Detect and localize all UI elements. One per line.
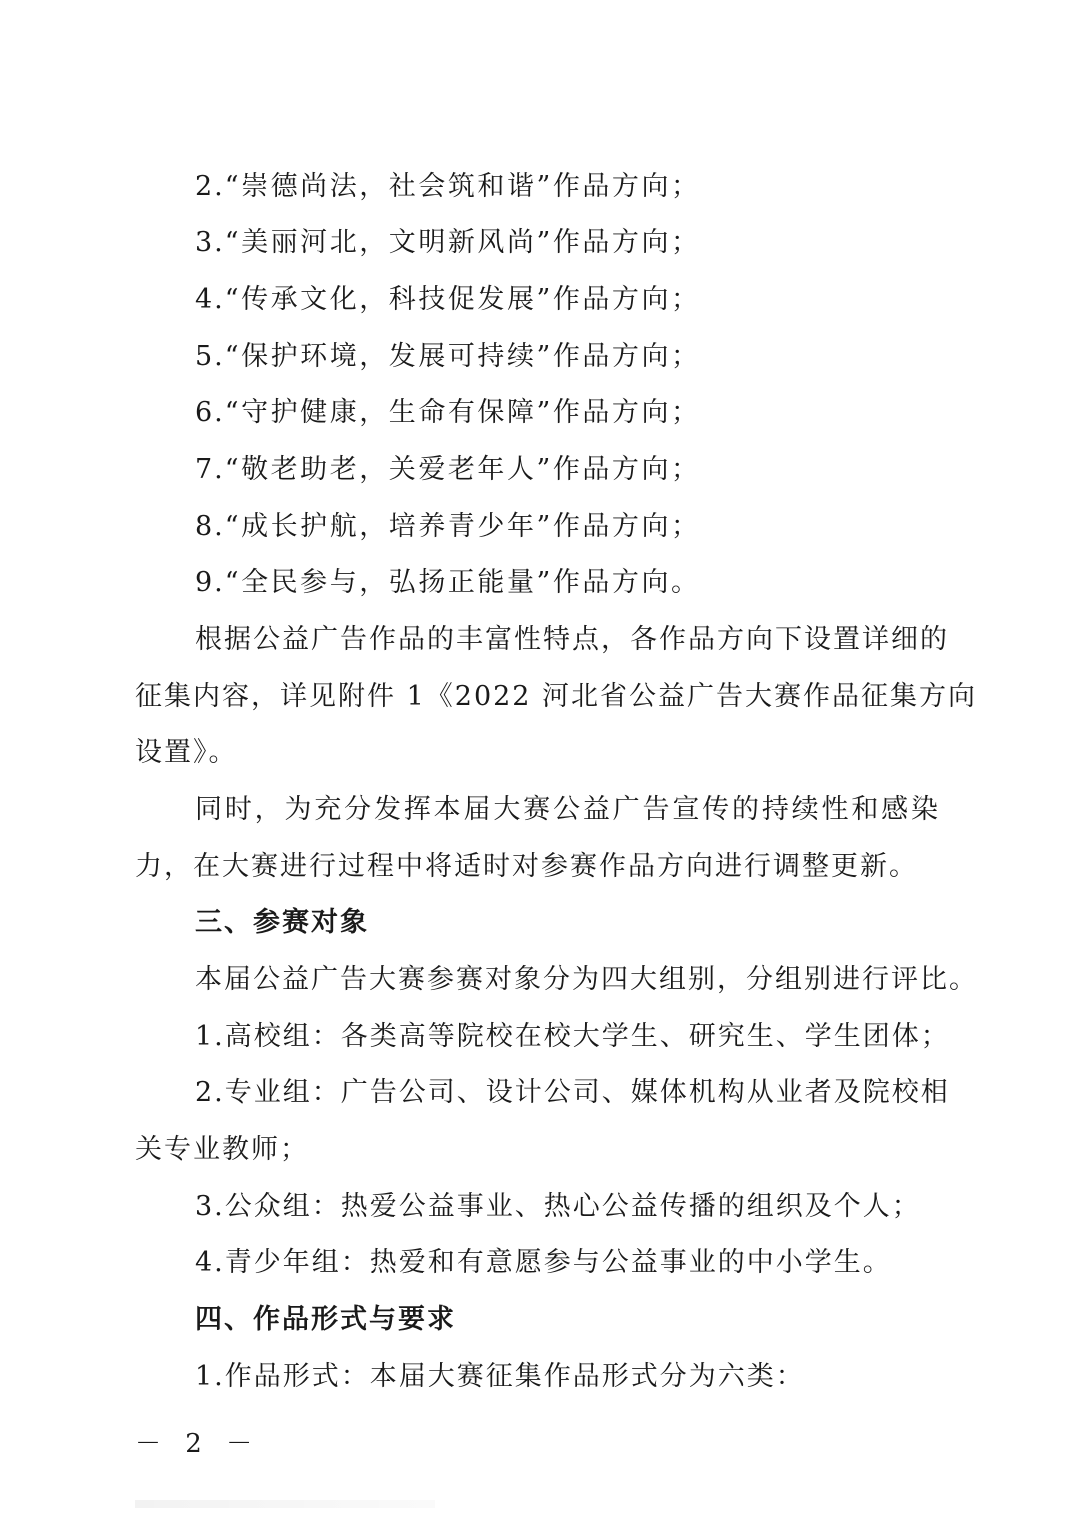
section-intro: 本届公益广告大赛参赛对象分为四大组别，分组别进行评比。 [195,964,978,995]
direction-item: 5.“保护环境，发展可持续”作品方向； [195,341,700,372]
group-item: 3.公众组：热爱公益事业、热心公益传播的组织及个人； [195,1191,921,1222]
direction-item: 6.“守护健康，生命有保障”作品方向； [195,397,700,428]
group-item: 2.专业组：广告公司、设计公司、媒体机构从业者及院校相 [195,1077,950,1108]
group-item: 4.青少年组：热爱和有意愿参与公益事业的中小学生。 [195,1247,892,1278]
paragraph-line: 征集内容，详见附件 1《2022 河北省公益广告大赛作品征集方向 [135,681,978,712]
group-item: 关专业教师； [135,1134,309,1165]
group-item: 1.高校组：各类高等院校在校大学生、研究生、学生团体； [195,1021,950,1052]
direction-item: 7.“敬老助老，关爱老年人”作品方向； [195,454,700,485]
direction-item: 2.“崇德尚法，社会筑和谐”作品方向； [195,171,700,202]
section-heading: 四、作品形式与要求 [195,1304,456,1335]
direction-item: 8.“成长护航，培养青少年”作品方向； [195,511,700,542]
paragraph-line: 根据公益广告作品的丰富性特点，各作品方向下设置详细的 [195,624,949,655]
direction-item: 3.“美丽河北，文明新风尚”作品方向； [195,227,700,258]
direction-item: 4.“传承文化，科技促发展”作品方向； [195,284,700,315]
scan-mark [135,1500,435,1508]
paragraph-line: 力，在大赛进行过程中将适时对参赛作品方向进行调整更新。 [135,851,918,882]
section-item: 1.作品形式：本届大赛征集作品形式分为六类： [195,1361,805,1392]
section-heading: 三、参赛对象 [195,907,369,938]
page-number: － 2 － [135,1429,261,1459]
direction-item: 9.“全民参与，弘扬正能量”作品方向。 [195,567,700,598]
paragraph-line: 设置》。 [135,737,238,768]
paragraph-line: 同时，为充分发挥本届大赛公益广告宣传的持续性和感染 [195,794,940,825]
